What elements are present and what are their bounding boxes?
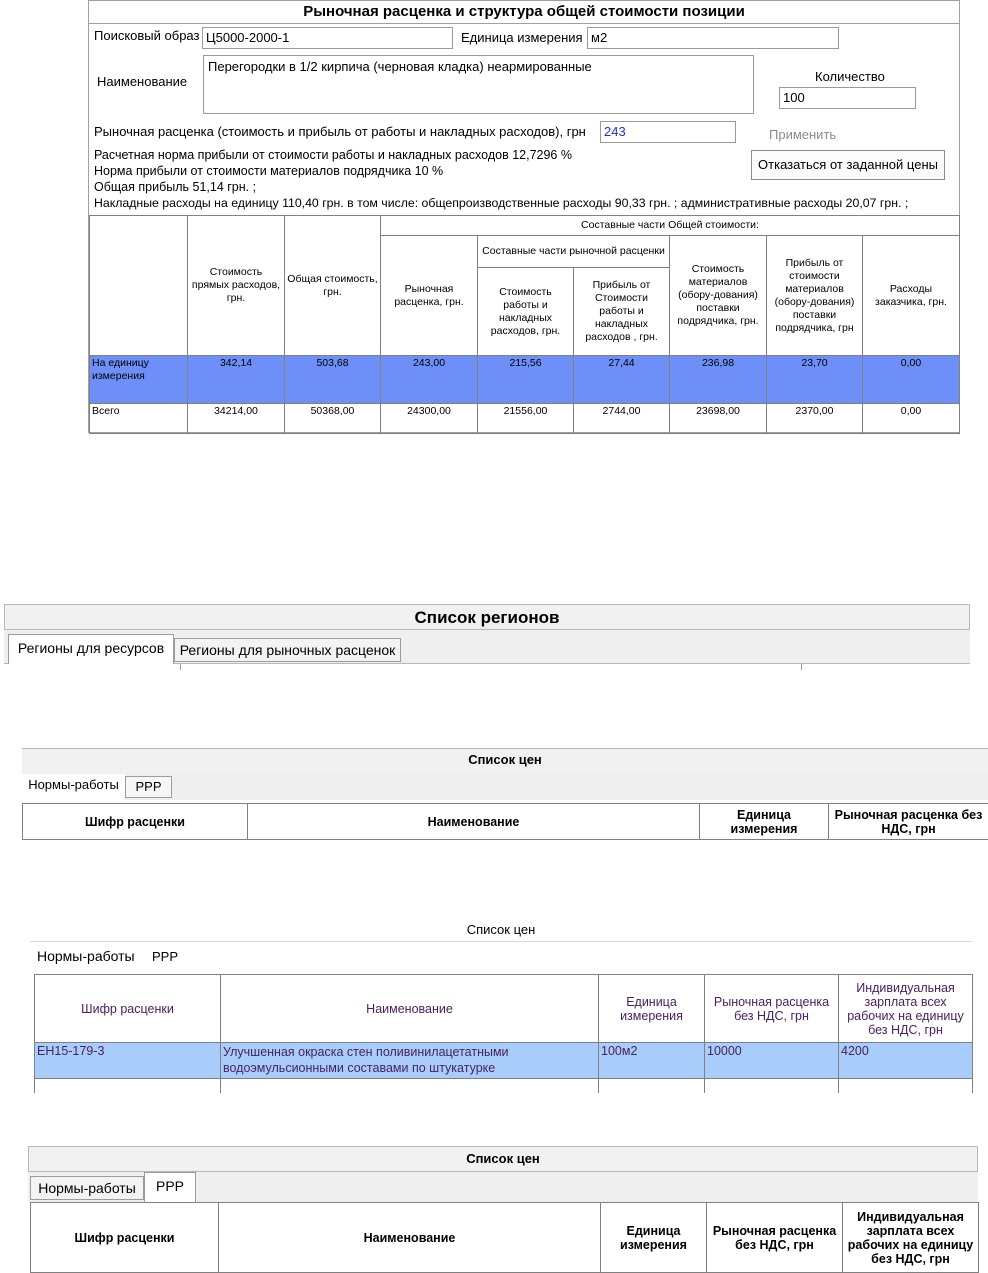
- quantity-label: Количество: [815, 69, 885, 85]
- column-header-salary[interactable]: Индивидуальная зарплата всех рабочих на единицу без НДС, грн: [843, 1203, 979, 1273]
- search-input[interactable]: Ц5000-2000-1: [202, 27, 453, 49]
- cell-value: 34214,00: [188, 404, 285, 434]
- empty-row: [35, 1079, 973, 1093]
- table-row-per-unit[interactable]: [90, 356, 960, 404]
- prices-table-3: [30, 1202, 979, 1273]
- cell-unit: 100м2: [599, 1043, 705, 1079]
- cell-name: Улучшенная окраска стен поливинилацетатными водоэмульсионными составами по штукатурке: [221, 1043, 599, 1079]
- column-header-unit[interactable]: Единица измерения: [700, 804, 829, 840]
- profit-rate-text: Расчетная норма прибыли от стоимости работы и накладных расходов 12,7296 %: [94, 147, 572, 163]
- name-label: Наименование: [97, 74, 187, 90]
- tab-rrr[interactable]: РРР: [152, 949, 178, 964]
- tab-rrr[interactable]: РРР: [125, 776, 172, 798]
- cell-code: ЕН15-179-3: [35, 1043, 221, 1079]
- materials-profit-text: Норма прибыли от стоимости материалов подрядчика 10 %: [94, 163, 443, 179]
- overhead-text: Накладные расходы на единицу 110,40 грн. в том числе: общепроизводственные расходы 90,33 грн. ; административные расходы 20,07 грн. ;: [94, 195, 908, 211]
- prices-table-1: [22, 803, 988, 840]
- tab-rrr[interactable]: РРР: [144, 1172, 196, 1202]
- cell-value: 21556,00: [478, 404, 574, 434]
- cell-value: 2370,00: [767, 404, 863, 434]
- cell-value: 27,44: [574, 356, 670, 404]
- header-materials-profit: Прибыль от стоимости материалов (обору-дования) поставки подрядчика, грн: [767, 236, 863, 356]
- column-divider: [801, 664, 802, 670]
- cell-value: 503,68: [285, 356, 381, 404]
- cell-value: 342,14: [188, 356, 285, 404]
- table-row-total[interactable]: [90, 404, 960, 434]
- panel-title: Рыночная расценка и структура общей стоимости позиции: [89, 1, 959, 24]
- prices-title: Список цен: [22, 748, 988, 772]
- market-price-input[interactable]: 243: [600, 121, 736, 143]
- cancel-price-button[interactable]: Отказаться от заданной цены: [751, 150, 945, 180]
- cell-value: 243,00: [381, 356, 478, 404]
- market-price-label: Рыночная расценка (стоимость и прибыль от работы и накладных расходов), грн: [94, 124, 586, 140]
- header-customer-costs: Расходы заказчика, грн.: [863, 236, 960, 356]
- column-header-name[interactable]: Наименование: [221, 975, 599, 1043]
- header-cost-components: Составные части Общей стоимости:: [381, 216, 960, 236]
- prices-title: Список цен: [30, 918, 972, 942]
- prices-panel-2: [30, 918, 972, 1094]
- column-header-name[interactable]: Наименование: [219, 1203, 601, 1273]
- cost-structure-table: [89, 215, 960, 434]
- header-market-price: Рыночная расценка, грн.: [381, 236, 478, 356]
- regions-panel: [4, 604, 970, 668]
- column-header-salary[interactable]: Индивидуальная зарплата всех рабочих на единицу без НДС, грн: [839, 975, 973, 1043]
- apply-button[interactable]: Применить: [769, 127, 836, 142]
- prices-table-2: [34, 974, 973, 1093]
- prices-tabbar: [22, 772, 988, 800]
- regions-title: Список регионов: [4, 604, 970, 630]
- column-header-price[interactable]: Рыночная расценка без НДС, грн: [705, 975, 839, 1043]
- header-empty: [90, 216, 188, 356]
- cell-value: 50368,00: [285, 404, 381, 434]
- prices-tabbar: [28, 1172, 978, 1202]
- header-work-profit: Прибыль от Стоимости работы и накладных расходов , грн.: [574, 268, 670, 356]
- total-profit-text: Общая прибыль 51,14 грн. ;: [94, 179, 256, 195]
- column-header-code[interactable]: Шифр расценки: [35, 975, 221, 1043]
- cell-value: 215,56: [478, 356, 574, 404]
- row-label: На единицу измерения: [90, 356, 188, 404]
- tab-regions-market[interactable]: Регионы для рыночных расценок: [174, 638, 401, 662]
- tab-norms-works[interactable]: Нормы-работы: [30, 1176, 144, 1200]
- cell-price: 10000: [705, 1043, 839, 1079]
- search-label: Поисковый образ: [94, 28, 199, 44]
- column-header-unit[interactable]: Единица измерения: [599, 975, 705, 1043]
- header-materials: Стоимость материалов (обору-дования) поставки подрядчика, грн.: [670, 236, 767, 356]
- regions-tabbar: [4, 630, 970, 664]
- position-price-panel: [88, 0, 960, 433]
- cell-value: 23,70: [767, 356, 863, 404]
- column-header-code[interactable]: Шифр расценки: [31, 1203, 219, 1273]
- cell-value: 236,98: [670, 356, 767, 404]
- prices-panel-1: [22, 748, 988, 840]
- column-divider: [180, 664, 181, 670]
- prices-title: Список цен: [28, 1146, 978, 1172]
- row-label: Всего: [90, 404, 188, 434]
- column-header-unit[interactable]: Единица измерения: [601, 1203, 707, 1273]
- quantity-input[interactable]: 100: [779, 87, 916, 109]
- cell-value: 23698,00: [670, 404, 767, 434]
- cell-salary: 4200: [839, 1043, 973, 1079]
- header-market-components: Составные части рыночной расценки: [478, 236, 670, 268]
- header-total-cost: Общая стоимость, грн.: [285, 216, 381, 356]
- column-header-name[interactable]: Наименование: [248, 804, 700, 840]
- table-row[interactable]: [35, 1043, 973, 1079]
- prices-panel-3: [28, 1146, 978, 1272]
- unit-input[interactable]: м2: [587, 27, 839, 49]
- tab-norms-works[interactable]: Нормы-работы: [22, 774, 125, 800]
- cell-value: 0,00: [863, 404, 960, 434]
- column-header-price[interactable]: Рыночная расценка без НДС, грн: [829, 804, 988, 840]
- column-header-code[interactable]: Шифр расценки: [23, 804, 248, 840]
- header-direct-costs: Стоимость прямых расходов, грн.: [188, 216, 285, 356]
- header-work-cost: Стоимость работы и накладных расходов, грн.: [478, 268, 574, 356]
- cell-value: 0,00: [863, 356, 960, 404]
- tab-regions-resources[interactable]: Регионы для ресурсов: [8, 634, 174, 664]
- tab-norms-works[interactable]: Нормы-работы: [37, 948, 135, 964]
- cell-value: 24300,00: [381, 404, 478, 434]
- column-header-price[interactable]: Рыночная расценка без НДС, грн: [707, 1203, 843, 1273]
- unit-label: Единица измерения: [461, 30, 583, 46]
- name-textarea[interactable]: Перегородки в 1/2 кирпича (черновая кладка) неармированные: [203, 55, 754, 114]
- cell-value: 2744,00: [574, 404, 670, 434]
